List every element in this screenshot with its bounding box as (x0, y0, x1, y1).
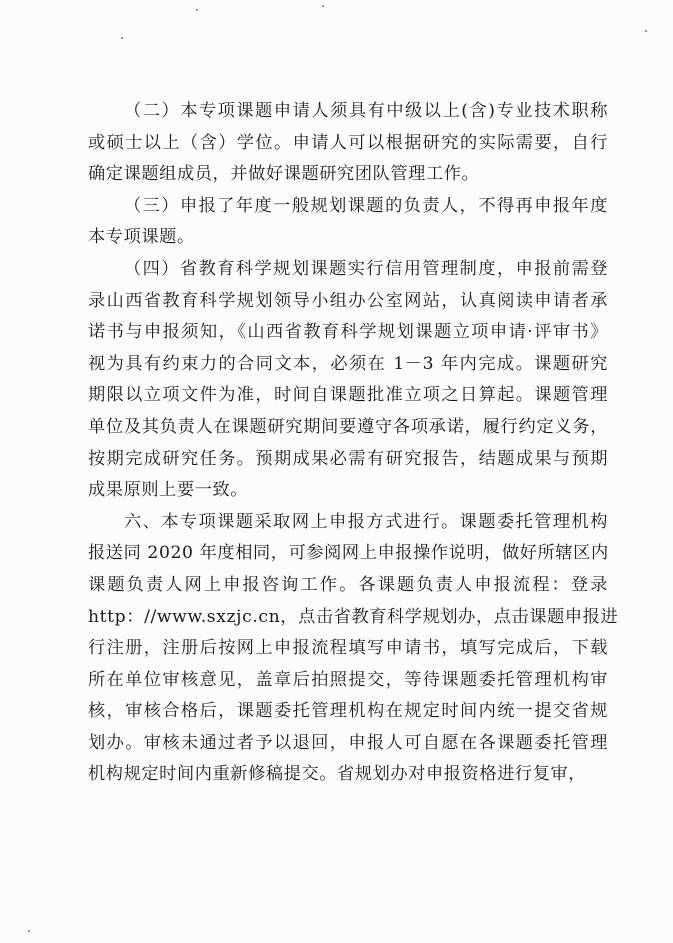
paragraph-p6-line: 所在单位审核意见，盖章后拍照提交，等待课题委托管理机构审 (88, 669, 608, 690)
paragraph-p4-line: 成果原则上要一致。 (88, 480, 249, 501)
document-body (88, 96, 619, 791)
paragraph-p6-line: 核，审核合格后，课题委托管理机构在规定时间内统一提交省规 (88, 701, 608, 722)
paragraph-p4-line: 按期完成研究任务。预期成果必需有研究报告，结题成果与预期 (88, 448, 608, 469)
paragraph-p4-line: 视为具有约束力的合同文本，必须在 1－3 年内完成。课题研究 (88, 353, 608, 374)
paragraph-p6-line: 划办。审核未通过者予以退回，申报人可自愿在各课题委托管理 (88, 732, 608, 753)
paragraph-p6-line: http：//www.sxzjc.cn，点击省教育科学规划办，点击课题申报进 (88, 606, 619, 627)
paragraph-p4-line: 期限以立项文件为准，时间自课题批准立项之日算起。课题管理 (88, 385, 608, 406)
paragraph-p2-line: 或硕士以上（含）学位。申请人可以根据研究的实际需要，自行 (88, 132, 608, 153)
paragraph-p3-line: （三）申报了年度一般规划课题的负责人，不得再申报年度 (124, 195, 608, 216)
paragraph-p4-line: 单位及其负责人在课题研究期间要遵守各项承诺，履行约定义务， (88, 416, 608, 437)
paragraph-p4-line: 录山西省教育科学规划领导小组办公室网站，认真阅读申请者承 (88, 290, 608, 311)
paragraph-p6-line: 行注册，注册后按网上申报流程填写申请书，填写完成后，下载 (88, 638, 608, 659)
paragraph-p6-line: 六、本专项课题采取网上申报方式进行。课题委托管理机构 (124, 511, 608, 532)
paragraph-p6-line: 报送同 2020 年度相同，可参阅网上申报操作说明，做好所辖区内 (88, 543, 609, 564)
paragraph-p2-line: （二）本专项课题申请人须具有中级以上(含)专业技术职称 (124, 101, 608, 121)
paragraph-p4-line: （四）省教育科学规划课题实行信用管理制度，申报前需登 (124, 258, 608, 279)
paragraph-p6-line: 课题负责人网上申报咨询工作。各课题负责人申报流程：登录 (88, 574, 608, 595)
paragraph-p6-line: 机构规定时间内重新修稿提交。省规划办对申报资格进行复审， (88, 764, 587, 785)
paragraph-p2-line: 确定课题组成员，并做好课题研究团队管理工作。 (88, 164, 480, 185)
paragraph-p3-line: 本专项课题。 (88, 227, 195, 248)
paragraph-p4-line: 诺书与申报须知，《山西省教育科学规划课题立项申请·评审书》 (88, 322, 608, 343)
